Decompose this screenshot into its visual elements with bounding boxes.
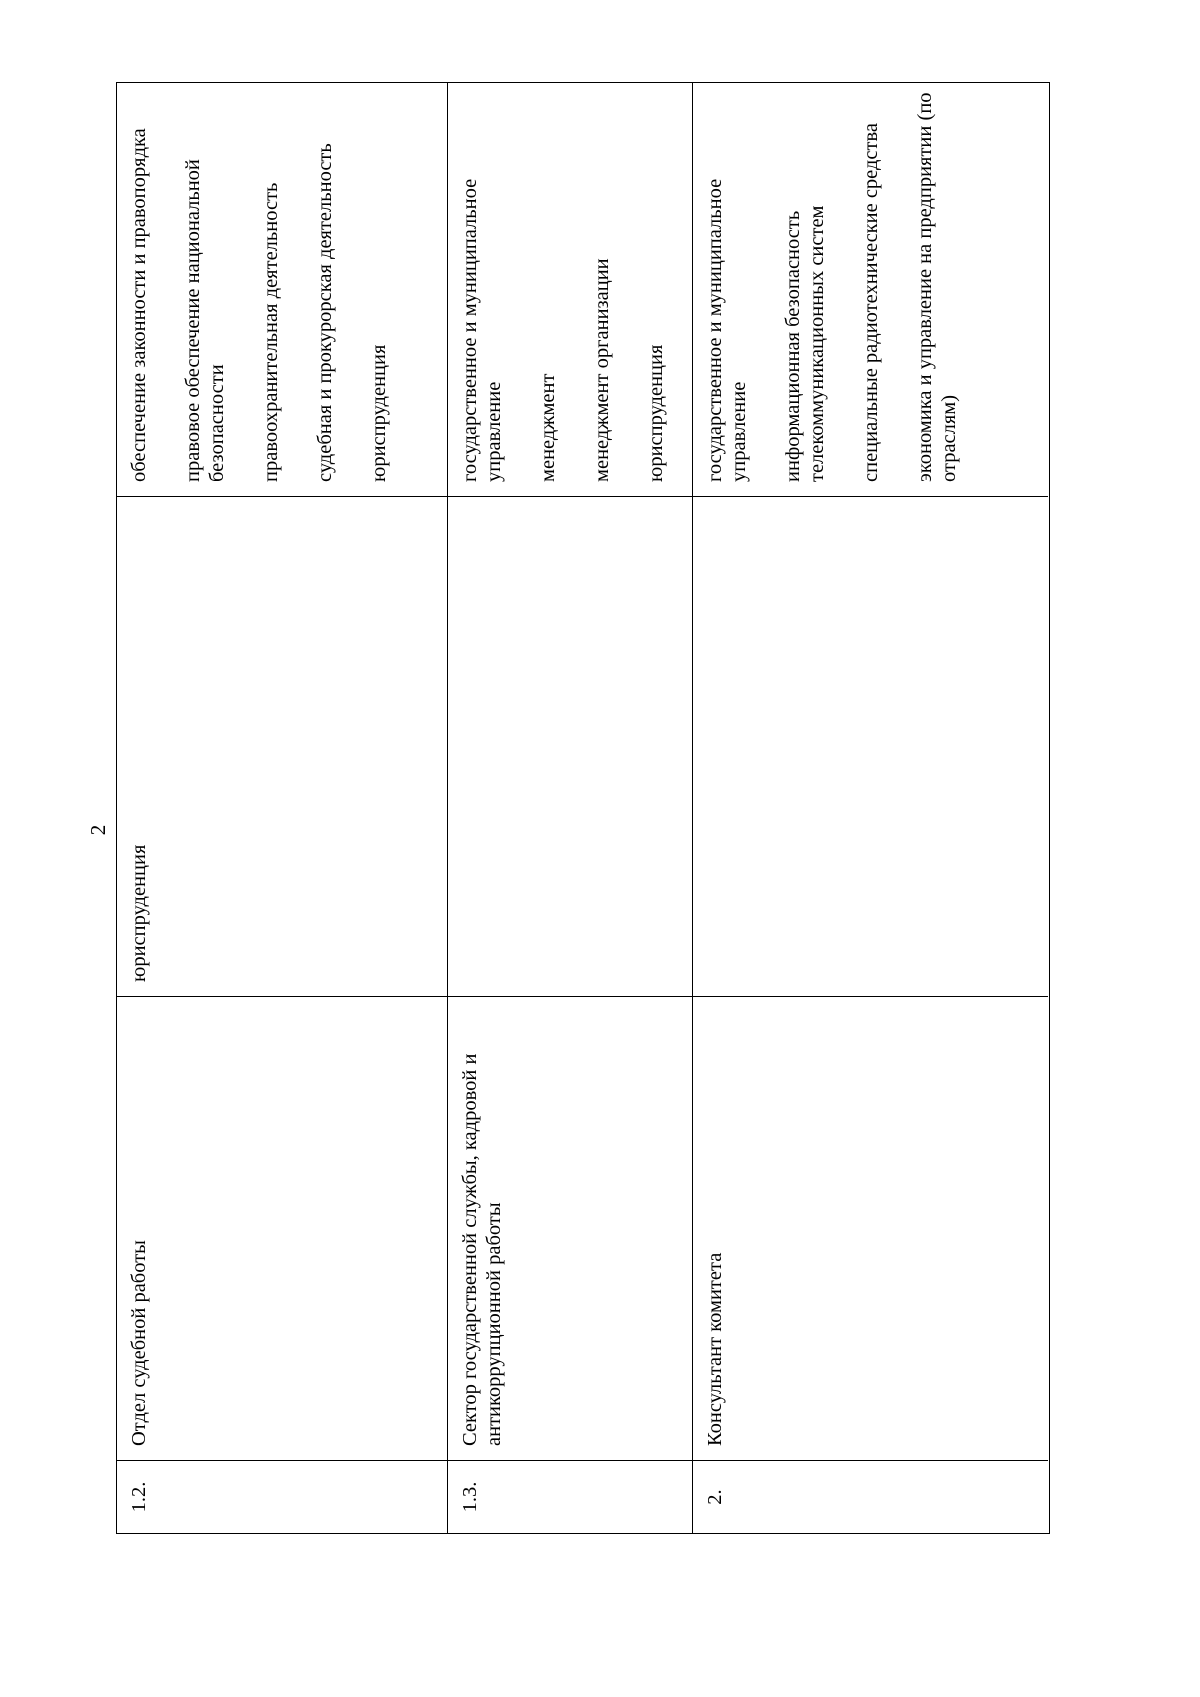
direction-item: менеджмент организации: [591, 258, 613, 482]
direction-item: экономика и управление на предприятии (по отраслям): [914, 92, 960, 482]
direction-item: государственное и муниципальное управление: [704, 178, 750, 482]
directions-cell: [693, 83, 1048, 497]
unit-name: Отдел судебной работы: [117, 997, 447, 1461]
direction-item: менеджмент: [537, 373, 559, 482]
direction-item: государственное и муниципальное управление: [459, 178, 505, 482]
direction-item: специальные радиотехнические средства: [860, 123, 882, 482]
row-number: 2.: [704, 1489, 726, 1505]
directions-cell: [117, 83, 447, 497]
directions-cell: [448, 83, 692, 497]
specialty: [448, 497, 692, 997]
direction-item: правоохранительная деятельность: [260, 182, 282, 482]
direction-item: правовое обеспечение национальной безопасности: [182, 159, 228, 482]
unit-name: Сектор государственной службы, кадровой и антикоррупционной работы: [448, 997, 692, 1461]
specialty: [693, 497, 1048, 997]
specialty: юриспруденция: [117, 497, 447, 997]
direction-item: юриспруденция: [645, 344, 667, 482]
unit-name: Консультант комитета: [693, 997, 1048, 1461]
page-number: 2: [86, 824, 110, 836]
direction-item: судебная и прокурорская деятельность: [314, 143, 336, 482]
direction-item: информационная безопасность телекоммуникационных систем: [782, 205, 828, 482]
row-number: 1.2.: [128, 1481, 150, 1513]
table-row: [447, 83, 692, 1533]
row-number: 1.3.: [459, 1481, 481, 1513]
direction-item: обеспечение законности и правопорядка: [128, 128, 150, 482]
table-row: [692, 83, 1048, 1533]
direction-item: юриспруденция: [368, 344, 390, 482]
positions-table: [116, 82, 1050, 1534]
table-row: [117, 83, 447, 1533]
